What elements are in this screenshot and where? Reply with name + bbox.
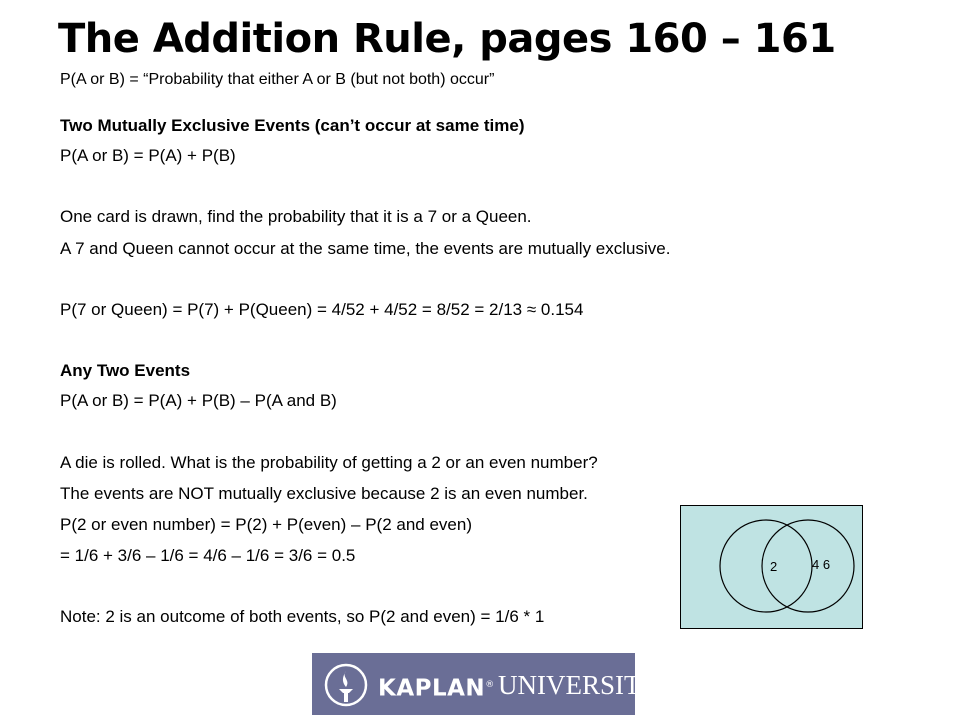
logo-kaplan-text: KAPLAN® [378, 675, 495, 702]
formula-any-two-events: P(A or B) = P(A) + P(B) – P(A and B) [60, 391, 337, 410]
die-example-question: A die is rolled. What is the probability of getting a 2 or an even number? [60, 453, 598, 472]
venn-right-label: 4 6 [812, 557, 831, 572]
die-example-explanation: The events are NOT mutually exclusive because 2 is an even number. [60, 484, 588, 503]
torch-icon [324, 663, 368, 707]
card-example-solution: P(7 or Queen) = P(7) + P(Queen) = 4/52 + 4/52 = 8/52 = 2/13 ≈ 0.154 [60, 300, 584, 319]
section-heading-mutually-exclusive: Two Mutually Exclusive Events (can’t occur at same time) [60, 116, 525, 135]
card-example-explanation: A 7 and Queen cannot occur at the same time, the events are mutually exclusive. [60, 239, 671, 258]
formula-mutually-exclusive: P(A or B) = P(A) + P(B) [60, 146, 236, 165]
slide-title: The Addition Rule, pages 160 – 161 [58, 16, 836, 62]
note-text: Note: 2 is an outcome of both events, so P(2 and even) = 1/6 * 1 [60, 607, 545, 626]
subtitle: P(A or B) = “Probability that either A or B (but not both) occur” [60, 71, 495, 88]
die-example-formula: P(2 or even number) = P(2) + P(even) – P(2 and even) [60, 515, 472, 534]
venn-circle-a [720, 520, 812, 612]
card-example-question: One card is drawn, find the probability that it is a 7 or a Queen. [60, 207, 532, 226]
logo-university-text: UNIVERSITY [498, 670, 660, 700]
venn-overlap-label: 2 [770, 559, 778, 574]
kaplan-university-logo [312, 653, 660, 715]
section-heading-any-two-events: Any Two Events [60, 361, 191, 380]
die-example-solution: = 1/6 + 3/6 – 1/6 = 4/6 – 1/6 = 3/6 = 0.5 [60, 546, 356, 565]
venn-diagram [680, 505, 863, 629]
